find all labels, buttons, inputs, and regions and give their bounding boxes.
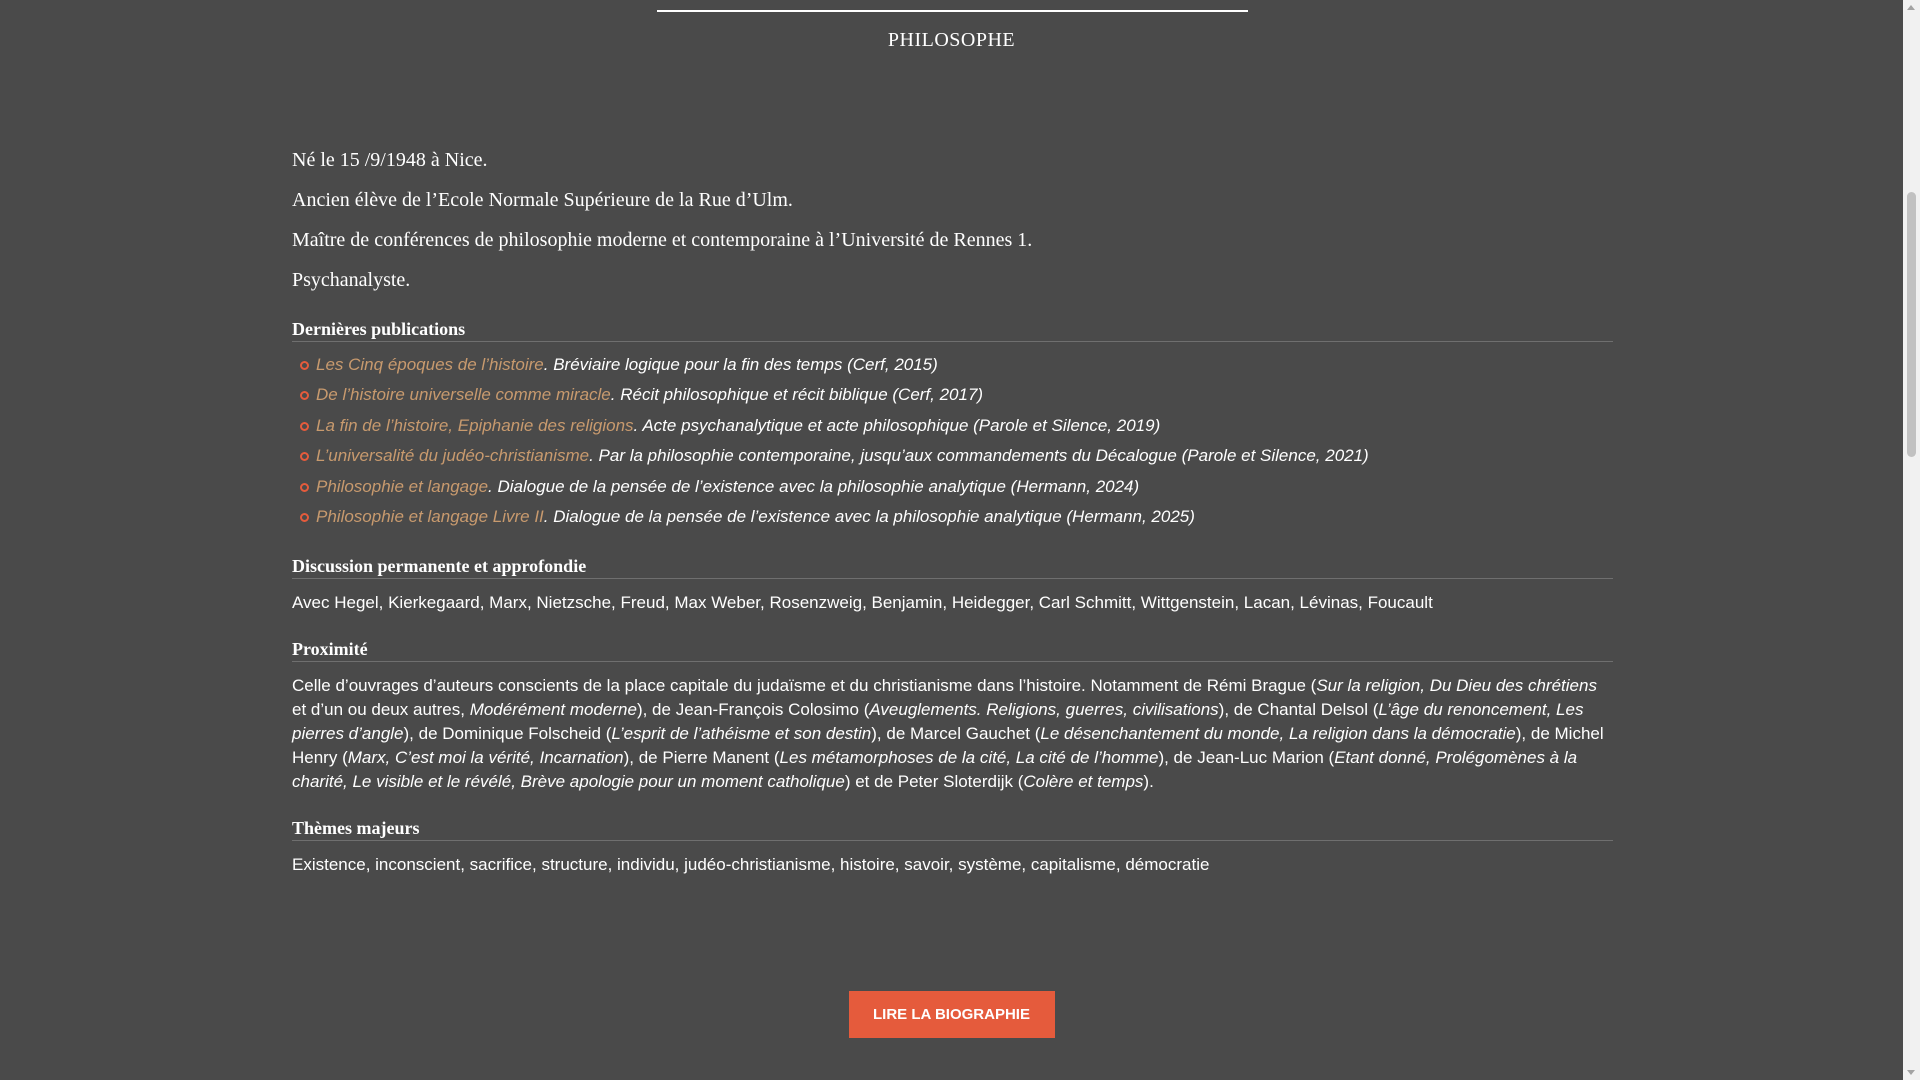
proximite-fragment: ), de Jean-Luc Marion ( (1158, 748, 1335, 768)
proximite-fragment: ), de Jean-François Colosimo ( (636, 700, 870, 720)
discussion-section (292, 555, 1613, 615)
work-title: Le désenchantement du monde, La religion dans la démocratie (1040, 724, 1516, 744)
proximite-fragment: ) et de Peter Sloterdijk ( (844, 772, 1024, 792)
bio-education: Ancien élève de l’Ecole Normale Supérieure de la Rue d’Ulm. (292, 189, 793, 211)
proximite-section (292, 638, 1613, 794)
bio-section (292, 148, 1613, 292)
work-title: Colère et temps (1023, 772, 1144, 792)
vertical-scrollbar[interactable] (1903, 0, 1920, 1080)
proximite-fragment: ). (1143, 772, 1154, 792)
publication-details: . Dialogue de la pensée de l’existence avec la philosophie analytique (Hermann, 2024) (488, 476, 1140, 496)
work-title: L’esprit de l’athéisme et son destin (611, 724, 872, 744)
themes-heading: Thèmes majeurs (292, 817, 1613, 841)
publication-details: . Récit philosophique et récit biblique (Cerf, 2017) (610, 385, 984, 405)
publication-link[interactable]: Les Cinq époques de l’histoire (316, 355, 544, 374)
publication-link[interactable]: Philosophie et langage (316, 476, 489, 496)
publication-link[interactable]: L’universalité du judéo-christianisme (316, 446, 590, 466)
list-item (292, 502, 1613, 532)
proximite-fragment: ), de Michel Henry ( (292, 724, 1604, 768)
themes-section (292, 817, 1613, 877)
work-title: Les métamorphoses de la cité, La cité de l’homme (779, 748, 1159, 768)
bullet-icon (300, 361, 309, 370)
list-item (292, 472, 1613, 502)
header-divider (657, 10, 1248, 12)
work-title: Etant donné, Prolégomènes à la charité, Le visible et le révélé, Brève apologie pour un moment catholique (292, 748, 1578, 792)
discussion-text: Avec Hegel, Kierkegaard, Marx, Nietzsche, Freud, Max Weber, Rosenzweig, Benjamin, Heidegger, Carl Schmitt, Wittgenstein, Lacan, Lévinas, Foucault (292, 593, 1433, 613)
proximite-fragment: ), de Dominique Folscheid ( (403, 724, 612, 744)
bullet-icon (300, 452, 309, 461)
cta-container (0, 991, 1903, 1038)
work-title: Marx, C’est moi la vérité, Incarnation (347, 748, 624, 768)
scroll-down-icon[interactable] (1907, 1070, 1915, 1075)
read-biography-button[interactable]: LIRE LA BIOGRAPHIE (849, 991, 1055, 1038)
list-item (292, 411, 1613, 441)
work-title: Sur la religion, Du Dieu des chrétiens (1316, 676, 1597, 696)
main-content (292, 148, 1613, 900)
publication-link[interactable]: Philosophie et langage Livre II (316, 507, 544, 527)
publication-details: . Dialogue de la pensée de l’existence avec la philosophie analytique (Hermann, 2025) (543, 507, 1195, 527)
proximite-heading: Proximité (292, 638, 1613, 662)
publication-details: . Par la philosophie contemporaine, jusqu’aux commandements du Décalogue (Parole et Silence, 2021) (589, 446, 1369, 466)
proximite-fragment: ), de Marcel Gauchet ( (871, 724, 1041, 744)
publication-link[interactable]: De l’histoire universelle comme miracle (316, 385, 611, 405)
bullet-icon (300, 391, 309, 400)
publications-section (292, 318, 1613, 532)
proximite-fragment: Celle d’ouvrages d’auteurs conscients de la place capitale du judaïsme et du christianisme dans l’histoire. Notamment de Rémi Brague ( (292, 676, 1317, 696)
scrollbar-thumb[interactable] (1907, 192, 1916, 457)
publication-details: . Acte psychanalytique et acte philosophique (Parole et Silence, 2019) (633, 415, 1161, 435)
work-title: Modérément moderne (469, 700, 637, 720)
discussion-heading: Discussion permanente et approfondie (292, 555, 1613, 579)
bio-profession: Psychanalyste. (292, 269, 411, 291)
list-item (292, 380, 1613, 410)
scroll-up-icon[interactable] (1907, 5, 1915, 10)
proximite-fragment: ), de Pierre Manent ( (623, 748, 780, 768)
publication-link[interactable]: La fin de l’histoire, Epiphanie des religions (316, 415, 634, 435)
bio-birth: Né le 15 /9/1948 à Nice. (292, 149, 488, 171)
publication-details: . Bréviaire logique pour la fin des temps (Cerf, 2015) (543, 355, 938, 374)
proximite-text (292, 674, 1613, 794)
publications-heading: Dernières publications (292, 318, 1613, 342)
work-title: Aveuglements. Religions, guerres, civilisations (869, 700, 1219, 720)
list-item (292, 441, 1613, 471)
bio-position: Maître de conférences de philosophie moderne et contemporaine à l’Université de Rennes 1. (292, 229, 1033, 251)
proximite-fragment: ), de Chantal Delsol ( (1218, 700, 1379, 720)
proximite-fragment: et d’un ou deux autres, (292, 700, 470, 720)
list-item (292, 350, 1613, 380)
bullet-icon (300, 483, 309, 492)
publications-list (292, 350, 1613, 532)
bullet-icon (300, 422, 309, 431)
themes-text: Existence, inconscient, sacrifice, structure, individu, judéo-christianisme, histoire, savoir, système, capitalisme, démocratie (292, 855, 1210, 875)
work-title: L’âge du renoncement, Les pierres d’angle (292, 700, 1584, 744)
bullet-icon (300, 513, 309, 522)
page-subtitle: PHILOSOPHE (887, 29, 1016, 51)
